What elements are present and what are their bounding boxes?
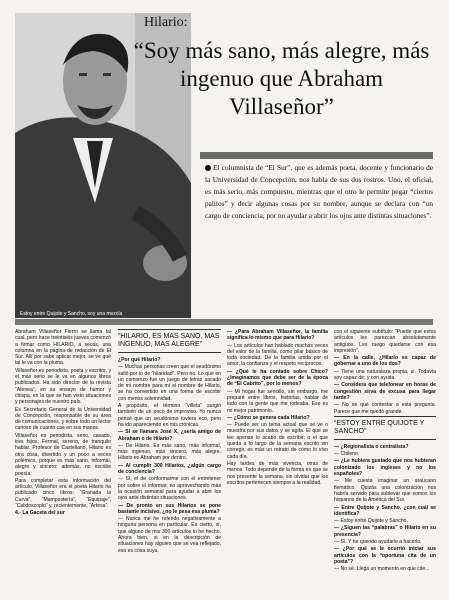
answer: — Mi hogar fue sencillo, sin embargo, me preparé entre libros, historias, hablar de todo con la gente que me rodeaba. Ese es mi mejor patrimonio. bbox=[227, 388, 328, 414]
question: ¿Por qué Hilario? bbox=[118, 357, 161, 363]
article-column-1 bbox=[15, 329, 111, 597]
question: — ¿Regionalista o centralista? bbox=[334, 443, 409, 450]
answer: — Los artículos han hablado muchas veces del valor de la familia, como pilar básico de toda sociedad. De la familia unida por el amor, la confianza y el respeto recíprocos. bbox=[227, 342, 328, 368]
question: — ¿Siguen las “palabras” o Hilario en su presencia? bbox=[334, 525, 436, 538]
question: — ¿Cómo se genera cada Hilario? bbox=[227, 414, 310, 421]
question: — En la calle, ¿Hilario es capaz de gobernar a uno de los dos? bbox=[334, 355, 436, 368]
photo-caption: Estoy entre Quijote y Sancho, soy una mezcla bbox=[20, 311, 123, 317]
answer: — Sí. Y he querido ayudarlo a hacerlo. bbox=[334, 539, 422, 546]
paragraph: Villaseñor es periodista, poeta y escritor, y el más serio se le va en algunos libros publicados. Ha sido director de la revista “Atenea”, en su ensayo de humor y chispa, en la que se han visto situaciones y personajes de nuestro país. bbox=[15, 367, 111, 406]
answer: — No sé. Llega un momento en que cite... bbox=[334, 566, 430, 573]
headline-kicker: Hilario: bbox=[144, 15, 188, 30]
question: — ¿Le hubiera gustado que nos hubieran colonizado los ingleses y no los españoles? bbox=[334, 458, 436, 478]
answer: — Estoy entre Quijote y Sancho. bbox=[334, 518, 408, 525]
answer: — Sí, el de conformarme con el entretener por sobre el informar, no aprovechando más la ocasión semanal para ayudar a abrir los ojos ante distintas situaciones. bbox=[118, 476, 221, 502]
answer: — No se qué contestar a esta pregunta. Parece que me quedó grande. bbox=[334, 402, 436, 415]
question: — ¿Por qué se le ocurrió iniciar sus artículos con la “oportuna cita de un poeta”? bbox=[334, 546, 436, 565]
article-column-4 bbox=[334, 329, 436, 597]
answer: — Tiene una naturaleza propia, sí. Todavía soy capaz de; y con ayuda. bbox=[334, 368, 436, 382]
question: — ¿Qué le ha contado sobre Chico? ¿Imaginamos que debe ser de la época de “El Cabrito”, por lo menos? bbox=[227, 368, 328, 388]
pull-quote: “ESTOY ENTRE QUIJOTE Y SANCHO” bbox=[334, 416, 436, 440]
pull-quote: “HILARIO, ES MAS SANO, MAS INGENUO, MAS ALEGRE” bbox=[118, 329, 221, 353]
answer: — Muchas personas creen que el seudónimo salió por lo de “hilaridad”. Pero no. Lo que en un comienzo fue un juego de letras sacado de mi nombre para mí el nombre de Hilario, se ha convertido en una forma de escribir con menos solemnidad. bbox=[118, 364, 221, 402]
answer: — Puede ser un tema actual que se ve o muestra por sus datos y se agita. El que se lee apenas lo acabo de escribir, o el que queda a lo largo de la semana escrito sin corregir, es más un retrato de cómo lo vivo cada día. bbox=[227, 422, 328, 460]
answer: — Chileno. bbox=[334, 451, 360, 458]
question: — ¿Para Abraham Villaseñor, la familia significa lo mismo que para Hilario? bbox=[227, 329, 328, 342]
question: — Al cumplir 300 Hilarios, ¿algún cargo de conciencia? bbox=[118, 462, 221, 476]
headline: “Soy más sano, más alegre, más ingenuo que Abraham Villaseñor” bbox=[133, 38, 430, 119]
answer: A propósito, el término “villeta” surgió también de un poco de improviso. Yo nunca pensé que un seudónimo tuviera eco, pero ha ido apareciendo en mis crónicas. bbox=[118, 403, 221, 428]
intro-paragraph bbox=[205, 162, 433, 222]
qa-list bbox=[227, 329, 328, 486]
answer: con el siguiente subtítulo: “Puede que estos artículos les parezcan absolutamente antiguos. Les ruego quedarse con esa impresión”. bbox=[334, 329, 436, 354]
answer: — Me cuesta imaginar un araucano flemático. Quizás una colonización nos habría servido para sublevar que somos los hispanos de la América del Sur. bbox=[334, 478, 436, 504]
photo-rule bbox=[15, 319, 433, 325]
qa-list bbox=[334, 329, 436, 415]
qa-list bbox=[334, 444, 436, 573]
answer: — Nunca me he referido negativamente a ninguna persona en particular. Es cierto, sí, que alguno de mis 300 artículos lo he hecho. Ahora bien, si en la descripción de situaciones hay alguien que se vea reflejado, eso es cosa suya. bbox=[118, 516, 221, 554]
question: — Si se llamara José X, ¿sería amigo de Abraham o de Hilario? bbox=[118, 429, 221, 442]
article-column-2 bbox=[118, 329, 221, 597]
paragraph: Abraham Villaseñor Fierro se llama tal cual, pero hace treintiséis jueves comenzó a firmar como HILARIO, a secas, una columna en la página de redacción de El Sur. Allí por sabe aplicar mejor, se ve qué tal le va con la pluma. bbox=[15, 329, 111, 367]
paragraph: Es Secretario General de la Universidad de Concepción, responsable de su área de comunicaciones, y sobre todo un lector curioso de cuanto cae en sus manos. bbox=[15, 406, 111, 432]
intro-text: El columnista de “El Sur”, que es además poeta, docente y funcionario de la Universidad de Concepción, nos habla de sus dos rostros. Uno, el oficial, es más serio, más compuesto, mientras que el otro le permite pegar “ciertos palitos” y decir algunas cosas por su nombre, aunque se declara con “un cargo de conciencia, por no ayudar a abrir los ojos ante distintas situaciones”. bbox=[205, 163, 433, 220]
question: — De pronto en sus Hilarios se pone bastante incisivo, ¿no le pesa esa pluma? bbox=[118, 502, 221, 515]
answer: — De Hilario. Es más sano, más informal, más ingenuo, más sincero, más alegre. Hilario es Abraham por dentro. bbox=[118, 442, 221, 462]
answer: Hay tardes de más vivencia, otras de menos. Todo depende de la forma en que se nos presente la semana, sin olvidar que los escritos pertenecen siempre a la realidad. bbox=[227, 460, 328, 486]
bullet-dot bbox=[205, 165, 211, 171]
page-footer: 4.- La Gaceta del sur bbox=[15, 510, 65, 517]
paragraph: Para completar esta información del artículo, Villaseñor era el poeta Hilario ha publicado cinco libros: “Granada la Curva”, “Mampostería”, “Equipaje”, “Calidoscopio” y, recientemente, “Artesa”. bbox=[15, 477, 111, 510]
paragraph: Villaseñor es periodista, serio, casado, tres hijos. Fermal, sereno, de tranquilo hablar. Profesor de Castellano, Hilario es otra cosa, divertido y un poco a veces polémico, porque es más sano, informal, alegre y sincero; además, no escribe poesía. bbox=[15, 432, 111, 477]
qa-list bbox=[118, 357, 221, 554]
question: — Considera que telefonear en horas de congestión sirva de excusa para llegar tarde? bbox=[334, 382, 436, 401]
article-column-3 bbox=[227, 329, 328, 597]
intro-rule bbox=[200, 152, 433, 159]
question: — Entre Quijote y Sancho, ¿con cuál se identifica? bbox=[334, 504, 436, 517]
